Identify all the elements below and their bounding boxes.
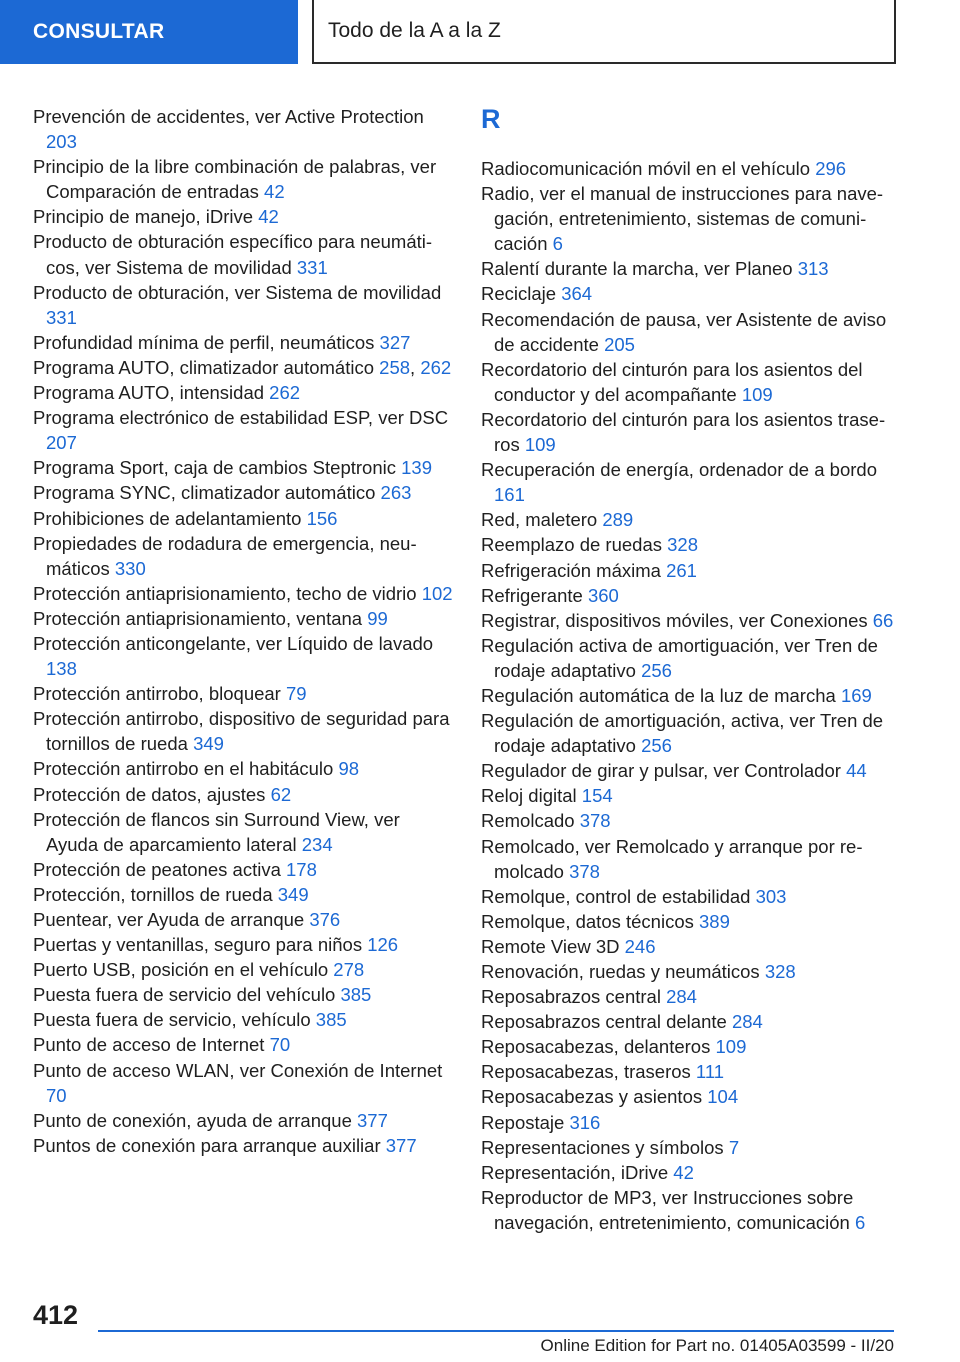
index-entry-text: Recordatorio del cinturón para los asientos del conductor y del acompañante: [481, 358, 863, 405]
index-entry-text: Recomendación de pausa, ver Asistente de aviso de accidente: [481, 308, 887, 355]
index-entry: [33, 405, 453, 455]
page-reference-link[interactable]: 98: [338, 758, 360, 780]
index-entry-text: Producto de obturación específico para neumáticos, ver Sistema de movilidad: [33, 231, 433, 278]
page-reference-link[interactable]: 111: [695, 1061, 725, 1083]
page-reference-link[interactable]: 256: [641, 659, 672, 681]
page-reference-link[interactable]: 385: [315, 1009, 347, 1031]
index-entry-text: Radiocomunicación móvil en el vehículo: [481, 158, 811, 179]
index-entry: [33, 1032, 453, 1057]
index-entry: [481, 307, 901, 357]
index-entry-text: Reposacabezas y asientos: [481, 1086, 703, 1108]
index-entry-text: Recordatorio del cinturón para los asientos traseros: [481, 408, 886, 456]
index-entry: [33, 706, 453, 756]
page-reference-link[interactable]: 70: [46, 1084, 67, 1106]
page-reference-link[interactable]: 377: [357, 1109, 388, 1131]
footer-edition-text: Online Edition for Part no. 01405A03599 - II/20: [540, 1336, 894, 1355]
index-entry-text: Reposabrazos central: [481, 986, 661, 1008]
index-entry-text: Regulación automática de la luz de marcha: [481, 684, 836, 706]
index-column-right: [481, 104, 901, 1235]
index-entry: [33, 606, 453, 631]
page-reference-link[interactable]: 169: [840, 684, 872, 706]
page-reference-link[interactable]: 161: [494, 484, 525, 506]
page-reference-link[interactable]: 256: [641, 735, 672, 757]
index-entry-text: Principio de la libre combinación de palabras, ver Comparación de entradas: [33, 156, 437, 203]
index-entry-text: Programa Sport, caja de cambios Steptronic: [33, 457, 396, 479]
page-reference-link[interactable]: 261: [666, 559, 697, 581]
index-entry: [33, 455, 453, 480]
index-entry-text: Reposacabezas, delanteros: [481, 1036, 711, 1058]
index-entry-text: Reposabrazos central delante: [481, 1011, 727, 1033]
index-entry-text: Renovación, ruedas y neumáticos: [481, 961, 760, 982]
index-entry-text: Protección antiaprisionamiento, ventana: [33, 607, 363, 629]
index-entry: [33, 1058, 453, 1108]
page-reference-link[interactable]: 138: [46, 658, 77, 680]
index-entry: [33, 1133, 453, 1158]
index-entry-text: Remolcado, ver Remolcado y arranque por remolcado: [481, 835, 863, 882]
index-entry: [33, 1007, 453, 1032]
page-reference-link[interactable]: 377: [385, 1134, 417, 1156]
index-entry-text: Prevención de accidentes, ver Active Protection: [33, 106, 424, 127]
index-entry: [481, 256, 901, 281]
index-entry: [481, 558, 901, 583]
index-entry-text: Programa AUTO, climatizador automático: [33, 356, 375, 378]
page-reference-link[interactable]: 360: [587, 584, 619, 606]
index-entry: [481, 783, 901, 808]
index-entry-text: Protección anticongelante, ver Líquido de lavado: [33, 632, 434, 654]
page-reference-link[interactable]: 328: [764, 961, 796, 982]
page-reference-link[interactable]: 262: [420, 356, 452, 378]
page-reference-link[interactable]: 328: [667, 534, 699, 556]
index-entry: [481, 683, 901, 708]
index-entry: [481, 507, 901, 532]
index-entry-text: Repostaje: [481, 1111, 565, 1133]
index-entry-text: Protección antirrobo en el habitáculo: [33, 758, 334, 780]
index-entry: [481, 281, 901, 306]
page-reference-link[interactable]: 313: [797, 258, 829, 280]
index-entry-text: Protección de flancos sin Surround View, ver Ayuda de aparcamiento lateral: [33, 808, 400, 855]
page-reference-link[interactable]: 178: [286, 858, 317, 880]
index-entry: [481, 1185, 901, 1235]
index-entry: [481, 457, 901, 507]
index-entry-text: Refrigeración máxima: [481, 559, 661, 581]
index-entry: [33, 756, 453, 781]
index-entry: [481, 758, 901, 783]
page-reference-link[interactable]: 330: [114, 557, 146, 579]
index-entry-text: Reloj digital: [481, 785, 577, 807]
index-entry-text: Puerto USB, posición en el vehículo: [33, 959, 329, 981]
index-entry-text: Principio de manejo, iDrive: [33, 206, 254, 228]
index-entry: [33, 932, 453, 957]
page-reference-link[interactable]: 6: [552, 233, 563, 255]
page-reference-link[interactable]: 389: [699, 910, 730, 932]
index-entry-text: Puentear, ver Ayuda de arranque: [33, 909, 305, 930]
index-entry: [481, 808, 901, 833]
index-entry-text: Punto de conexión, ayuda de arranque: [33, 1109, 352, 1131]
page-reference-link[interactable]: 296: [815, 158, 847, 179]
index-entry: [481, 532, 901, 557]
page-reference-link[interactable]: 278: [333, 959, 365, 981]
index-entry: [481, 1160, 901, 1185]
index-entry: [481, 959, 901, 984]
index-entry-text: Remote View 3D: [481, 935, 620, 957]
index-entry-text: Remolque, datos técnicos: [481, 910, 694, 932]
page-reference-link[interactable]: 109: [715, 1036, 747, 1058]
page-reference-link[interactable]: 331: [46, 306, 77, 328]
index-entry: [481, 884, 901, 909]
index-entry-text: Prohibiciones de adelantamiento: [33, 507, 302, 529]
index-entry: [481, 708, 901, 758]
index-entry-text: Registrar, dispositivos móviles, ver Conexiones: [481, 609, 868, 631]
page-reference-link[interactable]: 205: [604, 333, 635, 355]
page-reference-link[interactable]: 156: [306, 507, 338, 529]
page-number: 412: [33, 1300, 79, 1330]
index-entry-text: Reproductor de MP3, ver Instrucciones sobre navegación, entretenimiento, comunicación: [481, 1186, 854, 1233]
index-entry: [33, 204, 453, 229]
index-entry: [33, 631, 453, 681]
index-entry: [33, 330, 453, 355]
page-reference-link[interactable]: 66: [872, 609, 894, 631]
index-entry-text: Representación, iDrive: [481, 1161, 669, 1183]
index-entry: [33, 882, 453, 907]
index-entry-text: Punto de acceso de Internet: [33, 1034, 265, 1056]
index-entry: [33, 982, 453, 1007]
index-entry: [33, 480, 453, 505]
index-entry: [481, 1059, 901, 1084]
page-reference-link[interactable]: 207: [46, 432, 77, 454]
index-entry-text: Protección antirrobo, bloquear: [33, 683, 281, 705]
index-entry: [481, 181, 901, 256]
page-reference-link[interactable]: 246: [624, 935, 656, 957]
index-entry-text: Remolcado: [481, 810, 575, 832]
page-reference-link[interactable]: 316: [569, 1111, 601, 1133]
page-reference-link[interactable]: 378: [579, 810, 611, 832]
index-entry-text: Representaciones y símbolos: [481, 1136, 724, 1158]
index-entry: [481, 984, 901, 1009]
index-entry-text: Regulador de girar y pulsar, ver Controlador: [481, 760, 841, 782]
page-reference-link[interactable]: 234: [301, 833, 333, 855]
index-entry-text: Puesta fuera de servicio del vehículo: [33, 984, 336, 1006]
page-reference-link[interactable]: 376: [309, 909, 341, 930]
index-entry: [33, 380, 453, 405]
index-entry-text: Recuperación de energía, ordenador de a bordo: [481, 459, 877, 481]
index-entry: [33, 907, 453, 932]
page-reference-link[interactable]: 378: [569, 860, 600, 882]
index-entry: [481, 583, 901, 608]
page-reference-link[interactable]: 263: [380, 482, 412, 504]
page-reference-link[interactable]: 42: [258, 206, 279, 228]
index-entry-text: Programa electrónico de estabilidad ESP, ver DSC: [33, 407, 449, 429]
page-reference-link[interactable]: 6: [854, 1211, 866, 1233]
page-reference-link[interactable]: 385: [340, 984, 372, 1006]
index-entry: [481, 357, 901, 407]
index-entry-text: Reemplazo de ruedas: [481, 534, 662, 556]
index-entry: [33, 229, 453, 279]
page-reference-link[interactable]: 203: [46, 131, 77, 153]
page-reference-link[interactable]: 289: [602, 509, 634, 531]
index-entry: [481, 909, 901, 934]
index-entry: [33, 1108, 453, 1133]
index-entry: [481, 1135, 901, 1160]
index-entry: [481, 1034, 901, 1059]
index-entry-text: Puntos de conexión para arranque auxiliar: [33, 1134, 381, 1156]
page-reference-link[interactable]: 327: [379, 331, 411, 353]
index-entry: [33, 506, 453, 531]
page-reference-link[interactable]: 284: [666, 986, 697, 1008]
page-reference-link[interactable]: 79: [286, 683, 307, 705]
index-entry: [481, 1009, 901, 1034]
page-reference-link[interactable]: 7: [728, 1136, 740, 1158]
page-reference-link[interactable]: 284: [731, 1011, 763, 1033]
index-entry: [33, 581, 453, 606]
page-reference-link[interactable]: 44: [846, 760, 867, 782]
page-reference-link[interactable]: 126: [367, 934, 399, 956]
index-entry-text: Protección de peatones activa: [33, 858, 281, 880]
index-entry: [481, 934, 901, 959]
footer-divider: [98, 1330, 894, 1332]
index-entry-text: Refrigerante: [481, 584, 583, 606]
index-entry: [481, 1110, 901, 1135]
page-reference-link[interactable]: 42: [264, 181, 285, 203]
index-entry: [33, 782, 453, 807]
page-reference-link[interactable]: 109: [524, 434, 556, 456]
page-reference-link[interactable]: 102: [421, 582, 453, 604]
index-entry: Programa AUTO, climatizador automático 258, 262: [33, 356, 452, 378]
page-reference-link[interactable]: 262: [269, 382, 301, 404]
index-entry-text: Regulación activa de amortiguación, ver Tren de rodaje adaptativo: [481, 634, 878, 681]
index-entry-text: Protección de datos, ajustes: [33, 783, 266, 805]
index-entry: [33, 807, 453, 857]
page-reference-link[interactable]: 104: [707, 1086, 739, 1108]
page-reference-link[interactable]: 62: [270, 783, 292, 805]
index-entry: [33, 857, 453, 882]
index-entry: [33, 104, 453, 154]
index-entry-text: Radio, ver el manual de instrucciones para navegación, entretenimiento, sistemas de comunicación: [481, 183, 884, 255]
index-entry-text: Reposacabezas, traseros: [481, 1061, 691, 1083]
section-tab-consultar: CONSULTAR: [0, 0, 298, 64]
index-entry-text: Puertas y ventanillas, seguro para niños: [33, 934, 363, 956]
index-entry-text: Protección, tornillos de rueda: [33, 883, 273, 905]
page-reference-link[interactable]: 349: [193, 733, 224, 755]
page-reference-link[interactable]: 154: [581, 785, 613, 807]
index-entry: [481, 834, 901, 884]
page-reference-link[interactable]: 349: [277, 883, 309, 905]
index-entry: [481, 156, 901, 181]
index-entry-text: Regulación de amortiguación, activa, ver Tren de rodaje adaptativo: [481, 710, 884, 757]
index-entry: [33, 154, 453, 204]
index-entry-text: Puesta fuera de servicio, vehículo: [33, 1009, 311, 1031]
page-reference-link[interactable]: 258: [379, 356, 411, 378]
index-entry: [481, 407, 901, 457]
index-entry: [33, 280, 453, 330]
page-reference-link[interactable]: 303: [755, 885, 787, 907]
page-reference-link[interactable]: 42: [673, 1161, 694, 1183]
index-entry: [33, 957, 453, 982]
index-entry-text: Protección antirrobo, dispositivo de seguridad para tornillos de rueda: [33, 708, 450, 755]
index-entry: [33, 681, 453, 706]
index-entry-text: Ralentí durante la marcha, ver Planeo: [481, 258, 793, 280]
index-entry: [481, 633, 901, 683]
index-entry: [33, 531, 453, 581]
index-entry-text: Punto de acceso WLAN, ver Conexión de Internet: [33, 1059, 443, 1081]
page-reference-link[interactable]: 99: [367, 607, 388, 629]
index-entry-text: Protección antiaprisionamiento, techo de vidrio: [33, 582, 417, 604]
index-entry-text: Red, maletero: [481, 509, 598, 531]
index-entry-text: Producto de obturación, ver Sistema de movilidad: [33, 281, 442, 303]
index-entry-text: Programa AUTO, intensidad: [33, 382, 265, 404]
index-column-left: [33, 104, 453, 1158]
section-letter-r: R: [481, 104, 501, 134]
index-entry-text: Propiedades de rodadura de emergencia, neumáticos: [33, 532, 417, 579]
page-reference-link[interactable]: 70: [269, 1034, 291, 1056]
page-reference-link[interactable]: 139: [401, 457, 432, 479]
index-entry: [481, 1084, 901, 1109]
index-entry: [481, 608, 901, 633]
page-reference-link[interactable]: 364: [561, 283, 593, 305]
page-reference-link[interactable]: 109: [741, 383, 773, 405]
index-entry-text: Programa SYNC, climatizador automático: [33, 482, 376, 504]
index-entry-text: Remolque, control de estabilidad: [481, 885, 751, 907]
index-entry-text: Reciclaje: [481, 283, 557, 305]
page-header-title: Todo de la A a la Z: [312, 0, 896, 64]
index-entry-text: Profundidad mínima de perfil, neumáticos: [33, 331, 375, 353]
page-reference-link[interactable]: 331: [296, 256, 328, 278]
